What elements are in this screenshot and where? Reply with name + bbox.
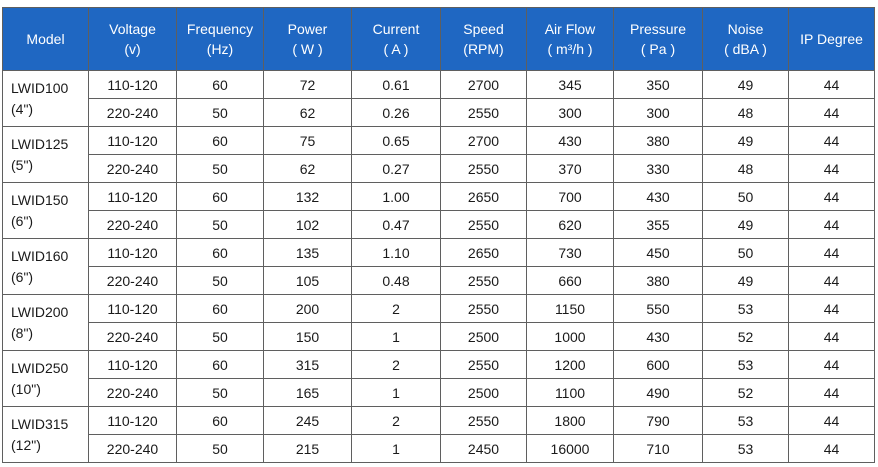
power-cell: 215 bbox=[264, 435, 352, 463]
noise-cell: 49 bbox=[703, 267, 789, 295]
current-cell: 2 bbox=[352, 351, 441, 379]
voltage-cell: 110-120 bbox=[89, 351, 177, 379]
pressure-cell: 300 bbox=[614, 99, 703, 127]
header-frequency-label: Frequency bbox=[186, 21, 254, 37]
header-current-unit: ( A ) bbox=[383, 41, 409, 57]
voltage-cell: 220-240 bbox=[89, 155, 177, 183]
model-size: (6") bbox=[11, 212, 34, 229]
table-row bbox=[3, 71, 875, 99]
airflow-cell: 1200 bbox=[527, 351, 614, 379]
table-row bbox=[3, 323, 875, 351]
model-name: LWID150 bbox=[11, 191, 69, 208]
noise-cell: 52 bbox=[703, 323, 789, 351]
ip-degree-cell: 44 bbox=[789, 379, 875, 407]
header-noise-label: Noise bbox=[727, 21, 764, 37]
model-name: LWID200 bbox=[11, 303, 69, 320]
ip-degree-cell: 44 bbox=[789, 295, 875, 323]
current-cell: 1 bbox=[352, 379, 441, 407]
ip-degree-cell: 44 bbox=[789, 211, 875, 239]
header-pressure-unit: ( Pa ) bbox=[640, 41, 676, 57]
airflow-cell: 370 bbox=[527, 155, 614, 183]
current-cell: 2 bbox=[352, 295, 441, 323]
model-name: LWID315 bbox=[11, 415, 69, 432]
ip-degree-cell: 44 bbox=[789, 239, 875, 267]
header-frequency bbox=[177, 8, 264, 71]
voltage-cell: 110-120 bbox=[89, 239, 177, 267]
speed-cell: 2500 bbox=[441, 323, 527, 351]
airflow-cell: 730 bbox=[527, 239, 614, 267]
frequency-cell: 60 bbox=[177, 127, 264, 155]
airflow-cell: 660 bbox=[527, 267, 614, 295]
pressure-cell: 490 bbox=[614, 379, 703, 407]
table-row bbox=[3, 407, 875, 435]
spec-table bbox=[2, 7, 875, 463]
noise-cell: 48 bbox=[703, 155, 789, 183]
speed-cell: 2500 bbox=[441, 379, 527, 407]
model-size: (8") bbox=[11, 324, 34, 341]
voltage-cell: 110-120 bbox=[89, 407, 177, 435]
pressure-cell: 790 bbox=[614, 407, 703, 435]
speed-cell: 2550 bbox=[441, 211, 527, 239]
ip-degree-cell: 44 bbox=[789, 183, 875, 211]
ip-degree-cell: 44 bbox=[789, 435, 875, 463]
voltage-cell: 110-120 bbox=[89, 127, 177, 155]
header-power-label: Power bbox=[287, 21, 328, 37]
power-cell: 165 bbox=[264, 379, 352, 407]
power-cell: 105 bbox=[264, 267, 352, 295]
power-cell: 72 bbox=[264, 71, 352, 99]
power-cell: 245 bbox=[264, 407, 352, 435]
header-speed-unit: (RPM) bbox=[463, 41, 504, 57]
header-ip bbox=[789, 8, 875, 71]
model-name: LWID250 bbox=[11, 359, 69, 376]
current-cell: 0.48 bbox=[352, 267, 441, 295]
power-cell: 75 bbox=[264, 127, 352, 155]
header-ip-label: IP Degree bbox=[800, 31, 863, 47]
airflow-cell: 1100 bbox=[527, 379, 614, 407]
noise-cell: 48 bbox=[703, 99, 789, 127]
header-frequency-unit: (Hz) bbox=[206, 41, 234, 57]
ip-degree-cell: 44 bbox=[789, 267, 875, 295]
power-cell: 62 bbox=[264, 155, 352, 183]
voltage-cell: 110-120 bbox=[89, 295, 177, 323]
header-model bbox=[3, 8, 89, 71]
pressure-cell: 430 bbox=[614, 323, 703, 351]
voltage-cell: 220-240 bbox=[89, 211, 177, 239]
model-size: (6") bbox=[11, 268, 34, 285]
airflow-cell: 300 bbox=[527, 99, 614, 127]
table-row bbox=[3, 379, 875, 407]
ip-degree-cell: 44 bbox=[789, 127, 875, 155]
voltage-cell: 220-240 bbox=[89, 267, 177, 295]
speed-cell: 2550 bbox=[441, 407, 527, 435]
current-cell: 0.27 bbox=[352, 155, 441, 183]
ip-degree-cell: 44 bbox=[789, 323, 875, 351]
speed-cell: 2550 bbox=[441, 155, 527, 183]
pressure-cell: 450 bbox=[614, 239, 703, 267]
header-row bbox=[3, 8, 875, 71]
model-cell bbox=[3, 351, 89, 407]
header-power-unit: ( W ) bbox=[292, 41, 323, 57]
header-voltage bbox=[89, 8, 177, 71]
table-row bbox=[3, 351, 875, 379]
airflow-cell: 345 bbox=[527, 71, 614, 99]
header-speed bbox=[441, 8, 527, 71]
frequency-cell: 50 bbox=[177, 211, 264, 239]
power-cell: 62 bbox=[264, 99, 352, 127]
airflow-cell: 1800 bbox=[527, 407, 614, 435]
header-noise-unit: ( dBA ) bbox=[724, 41, 767, 57]
speed-cell: 2550 bbox=[441, 295, 527, 323]
frequency-cell: 50 bbox=[177, 99, 264, 127]
pressure-cell: 380 bbox=[614, 127, 703, 155]
noise-cell: 53 bbox=[703, 295, 789, 323]
current-cell: 1.00 bbox=[352, 183, 441, 211]
header-pressure bbox=[614, 8, 703, 71]
ip-degree-cell: 44 bbox=[789, 407, 875, 435]
airflow-cell: 16000 bbox=[527, 435, 614, 463]
power-cell: 135 bbox=[264, 239, 352, 267]
power-cell: 102 bbox=[264, 211, 352, 239]
ip-degree-cell: 44 bbox=[789, 351, 875, 379]
table-row bbox=[3, 127, 875, 155]
airflow-cell: 620 bbox=[527, 211, 614, 239]
header-airflow-label: Air Flow bbox=[544, 21, 596, 37]
table-row bbox=[3, 211, 875, 239]
pressure-cell: 550 bbox=[614, 295, 703, 323]
noise-cell: 52 bbox=[703, 379, 789, 407]
pressure-cell: 355 bbox=[614, 211, 703, 239]
noise-cell: 50 bbox=[703, 239, 789, 267]
table-row bbox=[3, 183, 875, 211]
speed-cell: 2450 bbox=[441, 435, 527, 463]
model-cell bbox=[3, 239, 89, 295]
ip-degree-cell: 44 bbox=[789, 155, 875, 183]
model-size: (4") bbox=[11, 100, 34, 117]
speed-cell: 2550 bbox=[441, 99, 527, 127]
airflow-cell: 1000 bbox=[527, 323, 614, 351]
ip-degree-cell: 44 bbox=[789, 99, 875, 127]
frequency-cell: 60 bbox=[177, 239, 264, 267]
pressure-cell: 710 bbox=[614, 435, 703, 463]
current-cell: 0.61 bbox=[352, 71, 441, 99]
speed-cell: 2550 bbox=[441, 267, 527, 295]
current-cell: 1.10 bbox=[352, 239, 441, 267]
frequency-cell: 60 bbox=[177, 183, 264, 211]
model-name: LWID100 bbox=[11, 79, 69, 96]
header-voltage-label: Voltage bbox=[109, 21, 156, 37]
current-cell: 1 bbox=[352, 435, 441, 463]
speed-cell: 2700 bbox=[441, 71, 527, 99]
header-current bbox=[352, 8, 441, 71]
current-cell: 1 bbox=[352, 323, 441, 351]
voltage-cell: 220-240 bbox=[89, 99, 177, 127]
model-cell bbox=[3, 71, 89, 127]
power-cell: 200 bbox=[264, 295, 352, 323]
speed-cell: 2550 bbox=[441, 351, 527, 379]
model-cell bbox=[3, 295, 89, 351]
noise-cell: 49 bbox=[703, 127, 789, 155]
table-row bbox=[3, 155, 875, 183]
header-model-label: Model bbox=[26, 31, 65, 47]
frequency-cell: 60 bbox=[177, 295, 264, 323]
airflow-cell: 700 bbox=[527, 183, 614, 211]
model-size: (5") bbox=[11, 156, 34, 173]
voltage-cell: 220-240 bbox=[89, 379, 177, 407]
model-name: LWID125 bbox=[11, 135, 69, 152]
ip-degree-cell: 44 bbox=[789, 71, 875, 99]
table-body bbox=[3, 71, 875, 463]
speed-cell: 2650 bbox=[441, 239, 527, 267]
noise-cell: 53 bbox=[703, 351, 789, 379]
model-name: LWID160 bbox=[11, 247, 69, 264]
table-row bbox=[3, 267, 875, 295]
power-cell: 315 bbox=[264, 351, 352, 379]
pressure-cell: 330 bbox=[614, 155, 703, 183]
pressure-cell: 600 bbox=[614, 351, 703, 379]
pressure-cell: 430 bbox=[614, 183, 703, 211]
pressure-cell: 350 bbox=[614, 71, 703, 99]
table-row bbox=[3, 99, 875, 127]
voltage-cell: 110-120 bbox=[89, 183, 177, 211]
voltage-cell: 110-120 bbox=[89, 71, 177, 99]
table-row bbox=[3, 295, 875, 323]
power-cell: 132 bbox=[264, 183, 352, 211]
header-airflow bbox=[527, 8, 614, 71]
header-airflow-unit: ( m³/h ) bbox=[547, 41, 593, 57]
frequency-cell: 60 bbox=[177, 407, 264, 435]
speed-cell: 2700 bbox=[441, 127, 527, 155]
noise-cell: 53 bbox=[703, 407, 789, 435]
pressure-cell: 380 bbox=[614, 267, 703, 295]
header-pressure-label: Pressure bbox=[629, 21, 687, 37]
noise-cell: 53 bbox=[703, 435, 789, 463]
header-speed-label: Speed bbox=[463, 21, 504, 37]
header-voltage-unit: (v) bbox=[124, 41, 141, 57]
model-cell bbox=[3, 407, 89, 463]
current-cell: 0.26 bbox=[352, 99, 441, 127]
header-current-label: Current bbox=[372, 21, 420, 37]
noise-cell: 49 bbox=[703, 211, 789, 239]
header-power bbox=[264, 8, 352, 71]
frequency-cell: 50 bbox=[177, 379, 264, 407]
frequency-cell: 50 bbox=[177, 435, 264, 463]
voltage-cell: 220-240 bbox=[89, 435, 177, 463]
speed-cell: 2650 bbox=[441, 183, 527, 211]
header-noise bbox=[703, 8, 789, 71]
noise-cell: 50 bbox=[703, 183, 789, 211]
model-size: (12") bbox=[11, 436, 41, 453]
airflow-cell: 1150 bbox=[527, 295, 614, 323]
table-row bbox=[3, 435, 875, 463]
frequency-cell: 50 bbox=[177, 323, 264, 351]
noise-cell: 49 bbox=[703, 71, 789, 99]
frequency-cell: 50 bbox=[177, 267, 264, 295]
voltage-cell: 220-240 bbox=[89, 323, 177, 351]
airflow-cell: 430 bbox=[527, 127, 614, 155]
frequency-cell: 50 bbox=[177, 155, 264, 183]
frequency-cell: 60 bbox=[177, 71, 264, 99]
frequency-cell: 60 bbox=[177, 351, 264, 379]
current-cell: 2 bbox=[352, 407, 441, 435]
table-row bbox=[3, 239, 875, 267]
current-cell: 0.65 bbox=[352, 127, 441, 155]
power-cell: 150 bbox=[264, 323, 352, 351]
model-cell bbox=[3, 183, 89, 239]
current-cell: 0.47 bbox=[352, 211, 441, 239]
model-cell bbox=[3, 127, 89, 183]
table-header bbox=[3, 8, 875, 71]
model-size: (10") bbox=[11, 380, 41, 397]
